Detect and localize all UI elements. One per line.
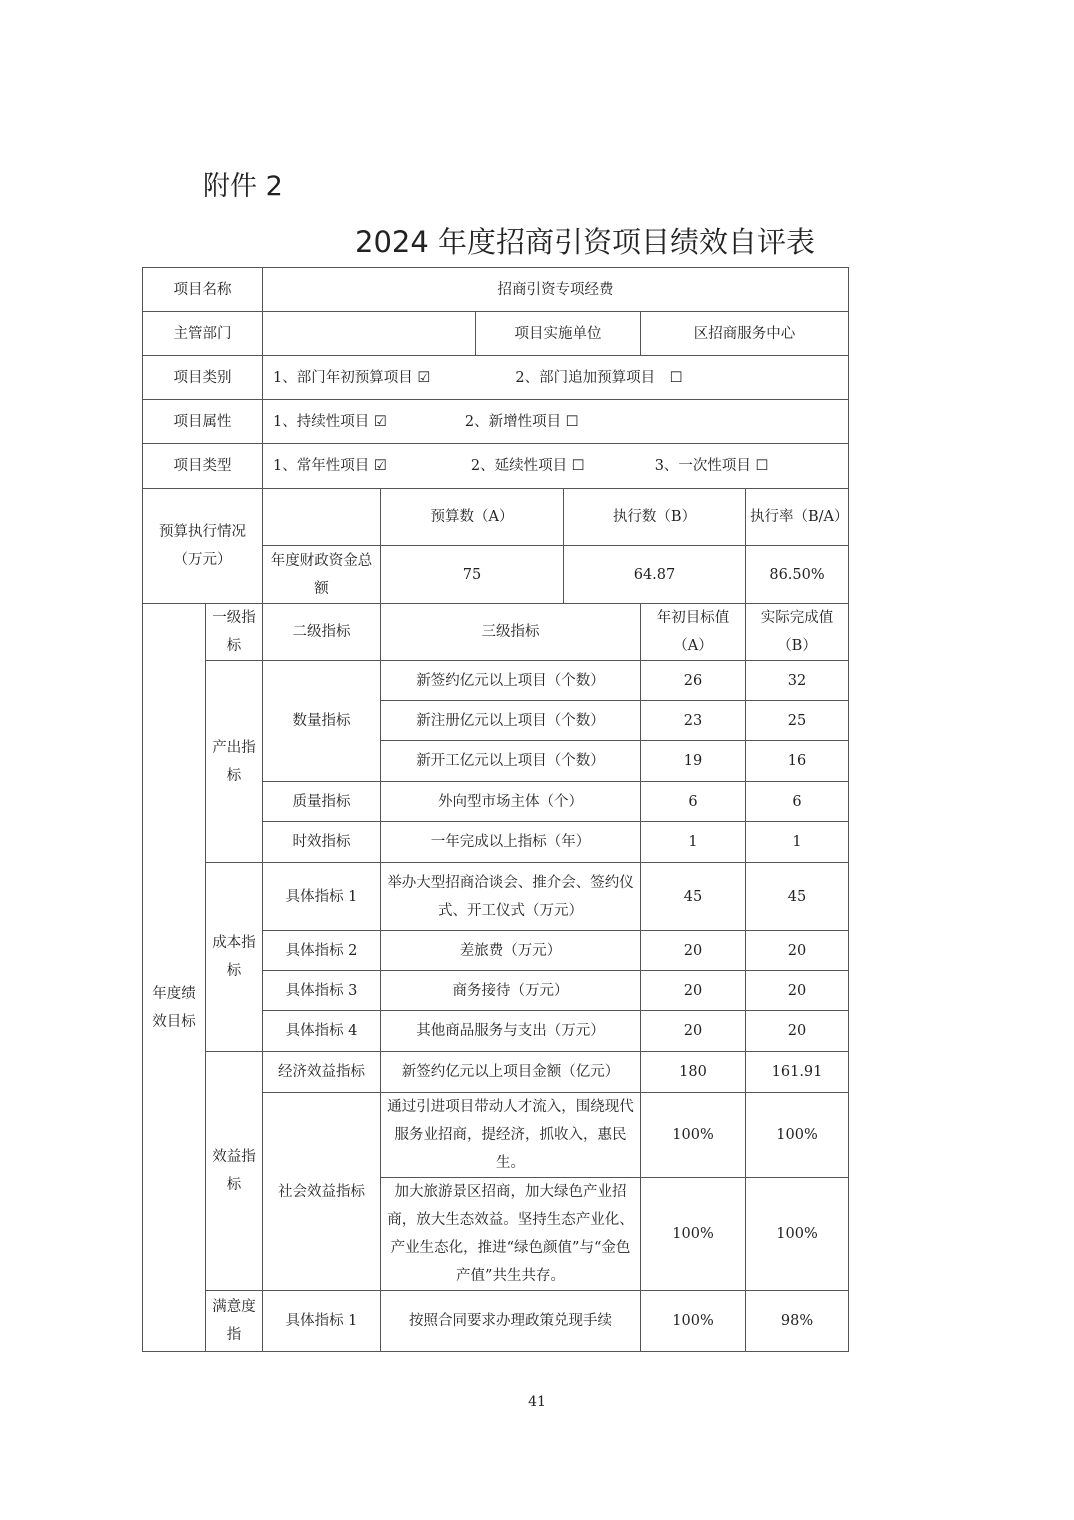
target: 45 <box>641 863 746 931</box>
target: 20 <box>641 1011 746 1052</box>
checkbox-option: 1、常年性项目 ☑ <box>273 458 387 474</box>
target: 19 <box>641 741 746 782</box>
actual: 20 <box>746 1011 849 1052</box>
level2: 时效指标 <box>263 822 381 863</box>
target: 23 <box>641 701 746 741</box>
level3: 新签约亿元以上项目（个数） <box>381 661 641 701</box>
label: 项目属性 <box>143 400 263 444</box>
checkbox-option: 2、新增性项目 ☐ <box>464 413 579 430</box>
level3: 加大旅游景区招商，加大绿色产业招商，放大生态效益。坚持生态产业化、产业生态化，推进“绿色颜值”与“金色产值”共生共存。 <box>381 1178 641 1291</box>
type-options <box>263 444 849 489</box>
attr-options <box>263 400 849 444</box>
header-cell: 执行数（B） <box>564 489 746 546</box>
checkbox-option: 2、延续性项目 ☐ <box>470 458 585 474</box>
target: 100% <box>641 1178 746 1291</box>
actual: 100% <box>746 1093 849 1178</box>
label: 项目名称 <box>143 268 263 312</box>
target: 6 <box>641 782 746 822</box>
actual: 45 <box>746 863 849 931</box>
row-label: 年度财政资金总额 <box>263 546 381 604</box>
actual: 25 <box>746 701 849 741</box>
checkbox-option: 2、部门追加预算项目 ☐ <box>515 369 683 386</box>
budget-a: 75 <box>381 546 564 604</box>
level3: 外向型市场主体（个） <box>381 782 641 822</box>
actual: 16 <box>746 741 849 782</box>
header-cell: 三级指标 <box>381 604 641 661</box>
actual: 161.91 <box>746 1052 849 1093</box>
checkbox-option: 1、持续性项目 ☑ <box>273 413 387 430</box>
label: 项目类型 <box>143 444 263 489</box>
actual: 20 <box>746 931 849 971</box>
target: 100% <box>641 1093 746 1178</box>
level3: 商务接待（万元） <box>381 971 641 1011</box>
level3: 举办大型招商洽谈会、推介会、签约仪式、开工仪式（万元） <box>381 863 641 931</box>
level3: 新注册亿元以上项目（个数） <box>381 701 641 741</box>
target: 20 <box>641 931 746 971</box>
performance-table <box>142 267 849 1352</box>
category-options <box>263 356 849 400</box>
actual: 98% <box>746 1291 849 1352</box>
level3: 其他商品服务与支出（万元） <box>381 1011 641 1052</box>
actual: 1 <box>746 822 849 863</box>
level1: 满意度指 <box>206 1291 263 1352</box>
level2: 具体指标 4 <box>263 1011 381 1052</box>
level1: 效益指标 <box>206 1052 263 1291</box>
level2: 具体指标 3 <box>263 971 381 1011</box>
budget-b: 64.87 <box>564 546 746 604</box>
level2: 具体指标 1 <box>263 863 381 931</box>
checkbox-option: 3、一次性项目 ☐ <box>654 458 769 474</box>
target: 20 <box>641 971 746 1011</box>
level1: 成本指标 <box>206 863 263 1052</box>
budget-rate: 86.50% <box>746 546 849 604</box>
level2: 经济效益指标 <box>263 1052 381 1093</box>
level2: 具体指标 1 <box>263 1291 381 1352</box>
perf-label: 年度绩效目标 <box>143 604 206 1352</box>
actual: 32 <box>746 661 849 701</box>
level2: 数量指标 <box>263 661 381 782</box>
level3: 新开工亿元以上项目（个数） <box>381 741 641 782</box>
label: 项目类别 <box>143 356 263 400</box>
header-cell: 一级指标 <box>206 604 263 661</box>
page-title: 2024 年度招商引资项目绩效自评表 <box>355 225 816 259</box>
target: 1 <box>641 822 746 863</box>
header-cell: 执行率（B/A） <box>746 489 849 546</box>
target: 26 <box>641 661 746 701</box>
label: 项目实施单位 <box>476 312 641 356</box>
header-cell: 年初目标值（A） <box>641 604 746 661</box>
budget-label: 预算执行情况（万元） <box>143 489 263 604</box>
unit-value: 区招商服务中心 <box>641 312 849 356</box>
label: 主管部门 <box>143 312 263 356</box>
header-cell: 实际完成值（B） <box>746 604 849 661</box>
page-number: 41 <box>528 1394 546 1410</box>
project-name: 招商引资专项经费 <box>263 268 849 312</box>
checkbox-option: 1、部门年初预算项目 ☑ <box>273 369 431 386</box>
actual: 6 <box>746 782 849 822</box>
level3: 差旅费（万元） <box>381 931 641 971</box>
actual: 100% <box>746 1178 849 1291</box>
target: 180 <box>641 1052 746 1093</box>
level3: 一年完成以上指标（年） <box>381 822 641 863</box>
target: 100% <box>641 1291 746 1352</box>
attachment-label: 附件 2 <box>203 171 283 202</box>
level2: 社会效益指标 <box>263 1093 381 1291</box>
level3: 新签约亿元以上项目金额（亿元） <box>381 1052 641 1093</box>
level3: 通过引进项目带动人才流入，围绕现代服务业招商，提经济，抓收入，惠民生。 <box>381 1093 641 1178</box>
header-cell: 预算数（A） <box>381 489 564 546</box>
level3: 按照合同要求办理政策兑现手续 <box>381 1291 641 1352</box>
level2: 具体指标 2 <box>263 931 381 971</box>
dept-value <box>263 312 476 356</box>
level2: 质量指标 <box>263 782 381 822</box>
level1: 产出指标 <box>206 661 263 863</box>
header-cell: 二级指标 <box>263 604 381 661</box>
actual: 20 <box>746 971 849 1011</box>
